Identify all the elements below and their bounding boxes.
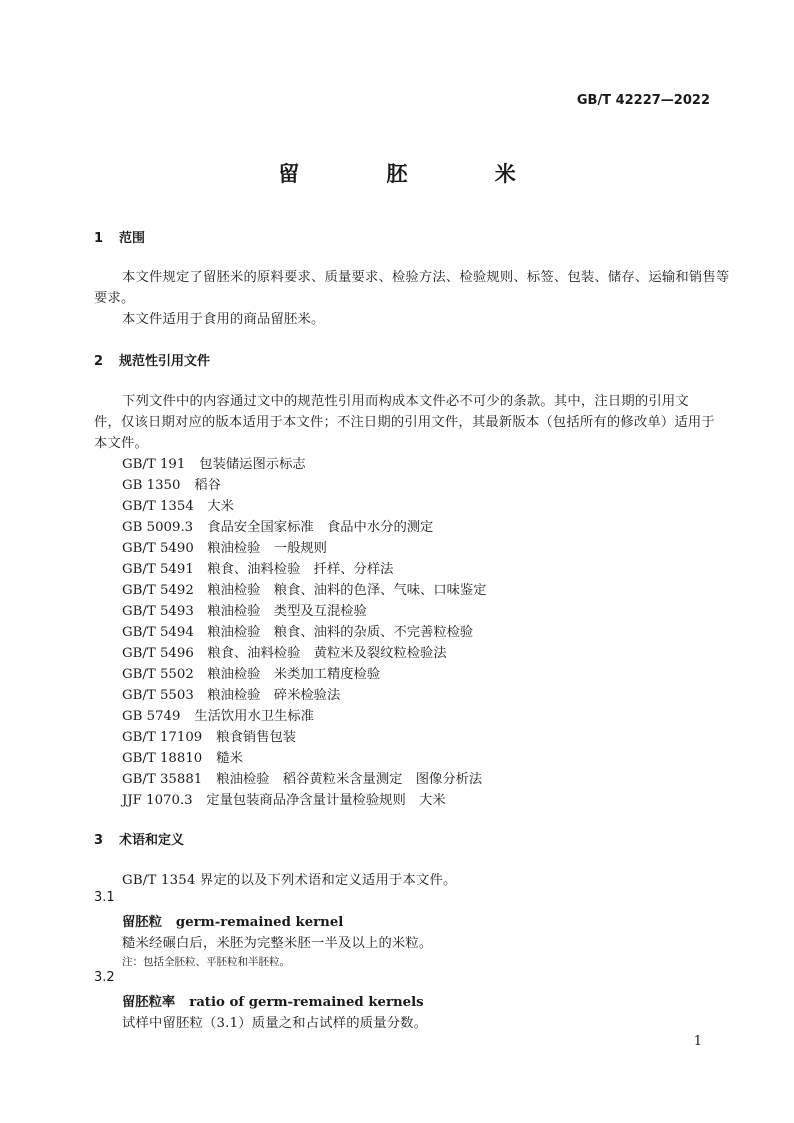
term-definition: 糙米经碾白后，米胚为完整米胚一半及以上的米粒。	[122, 936, 433, 951]
term-number: 3.2	[94, 970, 115, 985]
reference-code: GB/T 191	[122, 457, 186, 472]
reference-item	[122, 516, 433, 535]
reference-item	[122, 474, 221, 493]
term-number: 3.1	[94, 890, 115, 905]
term-definition: 试样中留胚粒（3.1）质量之和占试样的质量分数。	[122, 1016, 428, 1031]
reference-title: 大米	[207, 499, 234, 514]
reference-code: GB/T 5503	[122, 688, 194, 703]
reference-title: 粮食、油料检验 黄粒米及裂纹粒检验法	[207, 646, 447, 661]
section-heading-normative-references	[94, 350, 210, 369]
term-heading	[122, 911, 343, 930]
reference-title: 包装储运图示标志	[199, 457, 306, 472]
scope-paragraph: 本文件适用于食用的商品留胚米。	[122, 312, 325, 327]
section-title: 范围	[119, 231, 146, 246]
reference-code: GB/T 5496	[122, 646, 194, 661]
reference-code: GB/T 1354	[122, 499, 194, 514]
reference-title: 粮油检验 类型及互混检验	[207, 604, 367, 619]
term-english: germ-remained kernel	[175, 915, 344, 930]
section-title: 术语和定义	[119, 833, 185, 848]
reference-item	[122, 453, 306, 472]
reference-code: GB 1350	[122, 478, 181, 493]
reference-item	[122, 684, 340, 703]
reference-title: 糙米	[216, 751, 243, 766]
reference-item	[122, 495, 234, 514]
normative-intro-line: 本文件。	[94, 436, 148, 451]
section-heading-scope	[94, 227, 145, 246]
reference-item	[122, 642, 447, 661]
reference-item	[122, 600, 367, 619]
reference-item	[122, 768, 482, 787]
normative-intro-line: 件，仅该日期对应的版本适用于本文件；不注日期的引用文件，其最新版本（包括所有的修改单）适用于	[94, 415, 715, 430]
reference-title: 粮油检验 碎米检验法	[207, 688, 341, 703]
reference-code: GB/T 17109	[122, 730, 203, 745]
reference-title: 食品安全国家标准 食品中水分的测定	[207, 520, 434, 535]
term-chinese: 留胚粒率	[122, 995, 176, 1010]
reference-title: 粮食销售包装	[216, 730, 297, 745]
section-number: 2	[94, 354, 104, 369]
reference-title: 粮油检验 粮食、油料的杂质、不完善粒检验	[207, 625, 474, 640]
reference-item	[122, 558, 393, 577]
reference-code: GB/T 5493	[122, 604, 194, 619]
term-heading	[122, 991, 424, 1010]
reference-title: 粮食、油料检验 扦样、分样法	[207, 562, 394, 577]
reference-code: GB/T 18810	[122, 751, 203, 766]
reference-item	[122, 789, 446, 808]
reference-item	[122, 621, 473, 640]
term-note: 注：包括全胚粒、平胚粒和半胚粒。	[122, 956, 290, 968]
document-title: 留 胚 米	[278, 162, 556, 186]
reference-code: GB/T 5494	[122, 625, 194, 640]
reference-title: 粮油检验 稻谷黄粒米含量测定 图像分析法	[216, 772, 483, 787]
term-chinese: 留胚粒	[122, 915, 162, 930]
terms-intro: GB/T 1354 界定的以及下列术语和定义适用于本文件。	[122, 873, 457, 888]
reference-title: 稻谷	[194, 478, 221, 493]
section-number: 3	[94, 833, 104, 848]
reference-code: GB/T 35881	[122, 772, 203, 787]
reference-item	[122, 747, 243, 766]
section-number: 1	[94, 231, 104, 246]
scope-paragraph-line: 本文件规定了留胚米的原料要求、质量要求、检验方法、检验规则、标签、包装、储存、运输和销售等	[122, 270, 730, 285]
reference-item	[122, 537, 327, 556]
section-title: 规范性引用文件	[119, 354, 211, 369]
reference-code: GB 5749	[122, 709, 181, 724]
normative-intro-line: 下列文件中的内容通过文中的规范性引用而构成本文件必不可少的条款。其中，注日期的引用文	[122, 394, 689, 409]
reference-code: GB 5009.3	[122, 520, 194, 535]
reference-title: 粮油检验 一般规则	[207, 541, 327, 556]
reference-item	[122, 579, 487, 598]
reference-item	[122, 726, 296, 745]
reference-code: GB/T 5490	[122, 541, 194, 556]
reference-code: GB/T 5491	[122, 562, 194, 577]
reference-title: 粮油检验 粮食、油料的色泽、气味、口味鉴定	[207, 583, 487, 598]
standard-number: GB/T 42227—2022	[576, 93, 710, 108]
reference-title: 粮油检验 米类加工精度检验	[207, 667, 381, 682]
reference-code: GB/T 5502	[122, 667, 194, 682]
reference-item	[122, 663, 380, 682]
term-english: ratio of germ-remained kernels	[189, 995, 424, 1010]
reference-title: 生活饮用水卫生标准	[194, 709, 314, 724]
section-heading-terms	[94, 829, 184, 848]
reference-title: 定量包装商品净含量计量检验规则 大米	[206, 793, 446, 808]
page-number: 1	[693, 1034, 702, 1049]
scope-paragraph-line: 要求。	[94, 291, 135, 306]
reference-code: GB/T 5492	[122, 583, 194, 598]
reference-code: JJF 1070.3	[122, 793, 193, 808]
reference-item	[122, 705, 314, 724]
